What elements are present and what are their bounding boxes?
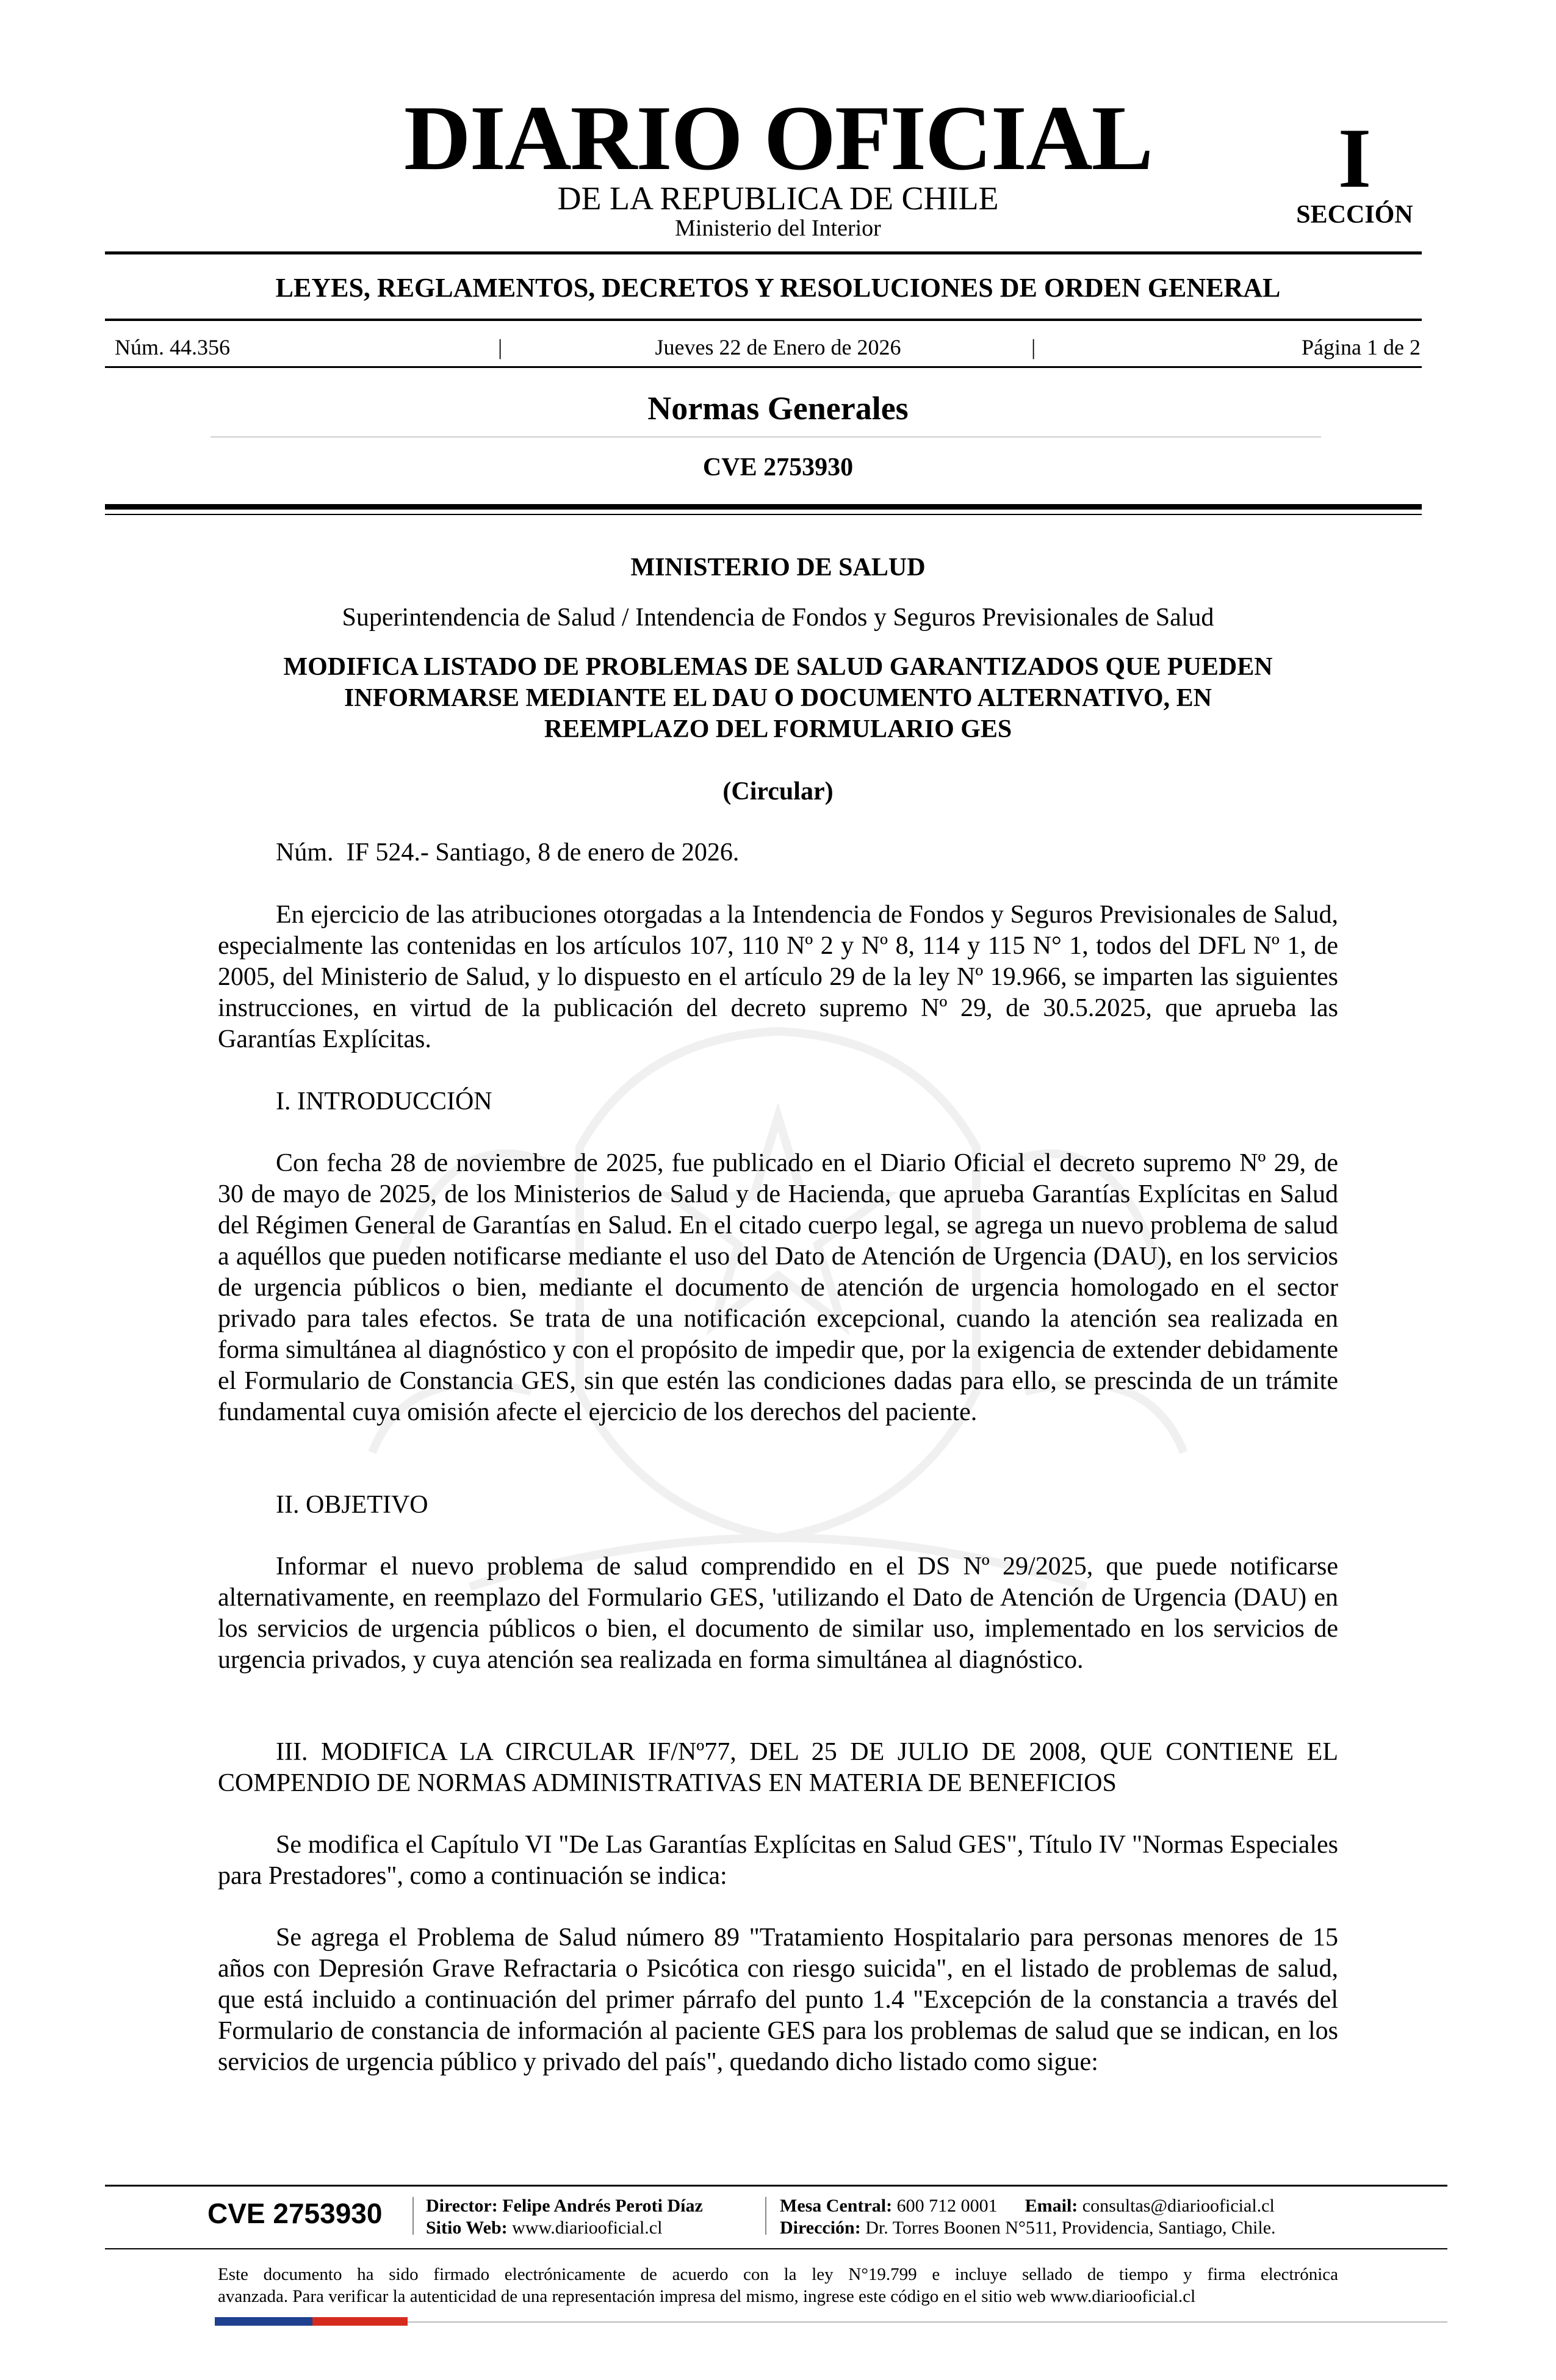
cve-rule-thick	[105, 504, 1422, 510]
footer-rule-top	[105, 2185, 1447, 2187]
agency-line: Superintendencia de Salud / Intendencia de Fondos y Seguros Previsionales de Salud	[342, 604, 1214, 632]
footer-divider-1	[412, 2197, 414, 2235]
footer-divider-2	[765, 2197, 766, 2235]
website-label: Sitio Web:	[426, 2218, 508, 2238]
footer-director	[426, 2196, 703, 2216]
paragraph-intro: En ejercicio de las atribuciones otorgadas a la Intendencia de Fondos y Seguros Previsionales de Salud, especialmente las contenidas en los artículos 107, 110 Nº 2 y Nº 8, 114 y 115 N° 1, todos del DFL Nº 1, de 2005, del Ministerio de Salud, y lo dispuesto en el artículo 29 de la ley Nº 19.966, se imparten las siguientes instrucciones, en virtud de la publicación del decreto supremo Nº 29, de 30.5.2025, que aprueba las Garantías Explícitas.	[218, 901, 1338, 1053]
footer-address	[780, 2218, 1276, 2238]
header-rule-mid	[105, 319, 1422, 321]
masthead-title: DIARIO OFICIAL	[403, 87, 1153, 189]
footer-website	[426, 2218, 662, 2238]
paragraph-problema-89: Se agrega el Problema de Salud número 89 "Tratamiento Hospitalario para personas menores de 15 años con Depresión Grave Refractaria o Psicótica con riesgo suicida", en el listado de problemas de salud, que está incluido a continuación del primer párrafo del punto 1.4 "Excepción de la constancia a través del Formulario de constancia de información al paciente GES para los problemas de salud que se indican, en los servicios de urgencia público y privado del país", quedando dicho listado como sigue:	[218, 1924, 1338, 2076]
ministry-heading: MINISTERIO DE SALUD	[630, 554, 926, 582]
footer-cve: CVE 2753930	[207, 2198, 383, 2229]
section-numeral: I	[1338, 111, 1372, 206]
meta-separator-1: |	[498, 335, 503, 359]
phone-label: Mesa Central:	[780, 2196, 893, 2216]
document-number-line: Núm. IF 524.- Santiago, 8 de enero de 2026.	[276, 838, 740, 867]
email-link[interactable]: consultas@diariooficial.cl	[1082, 2196, 1275, 2216]
header-band-title: LEYES, REGLAMENTOS, DECRETOS Y RESOLUCIONES DE ORDEN GENERAL	[275, 273, 1281, 303]
email-label: Email:	[1025, 2196, 1078, 2216]
website-link[interactable]: www.diariooficial.cl	[512, 2218, 663, 2238]
heading-introduccion: I. INTRODUCCIÓN	[276, 1087, 492, 1116]
phone-number: 600 712 0001	[896, 2196, 998, 2216]
document-title-line-3: REEMPLAZO DEL FORMULARIO GES	[544, 715, 1012, 743]
director-name: Felipe Andrés Peroti Díaz	[502, 2196, 703, 2216]
page-indicator: Página 1 de 2	[1302, 335, 1421, 359]
issue-number: Núm. 44.356	[115, 335, 230, 359]
paragraph-introduccion: Con fecha 28 de noviembre de 2025, fue publicado en el Diario Oficial el decreto supremo Nº 29, de 30 de mayo de 2025, de los Ministerios de Salud y de Hacienda, que aprueba Garantías Explícitas en Salud del Régimen General de Garantías en Salud. En el citado cuerpo legal, se agrega un nuevo problema de salud a aquéllos que pueden notificarse mediante el uso del Dato de Atención de Urgencia (DAU), en los servicios de urgencia públicos o bien, mediante el documento de atención de urgencia homologado en el sector privado para tales efectos. Se trata de una notificación excepcional, cuando la atención sea realizada en forma simultánea al diagnóstico y con el propósito de impedir que, por la exigencia de extender debidamente el Formulario de Constancia GES, sin que estén las condiciones dadas para ello, se prescinda de un trámite fundamental cuya omisión afecte el ejercicio de los derechos del paciente.	[218, 1149, 1338, 1426]
paragraph-modifica-capitulo: Se modifica el Capítulo VI "De Las Garantías Explícitas en Salud GES", Título IV "Normas Especiales para Prestadores", como a continuación se indica:	[218, 1831, 1338, 1890]
masthead-subtitle: DE LA REPUBLICA DE CHILE	[557, 180, 999, 217]
document-title-line-2: INFORMARSE MEDIANTE EL DAU O DOCUMENTO ALTERNATIVO, EN	[344, 684, 1212, 712]
cve-rule-thin	[105, 514, 1422, 515]
header-rule-top	[105, 251, 1422, 254]
heading-modifica-circular: III. MODIFICA LA CIRCULAR IF/Nº77, DEL 25 DE JULIO DE 2008, QUE CONTIENE EL COMPENDIO DE NORMAS ADMINISTRATIVAS EN MATERIA DE BENEFICIOS	[218, 1738, 1338, 1797]
footer-legal-line-1: Este documento ha sido firmado electrónicamente de acuerdo con la ley N°19.799 e incluye sellado de tiempo y firma electrónica	[218, 2265, 1338, 2284]
address-text: Dr. Torres Boonen N°511, Providencia, Santiago, Chile.	[865, 2218, 1276, 2238]
document-type: (Circular)	[722, 777, 834, 806]
director-label: Director:	[426, 2196, 498, 2216]
section-title: Normas Generales	[647, 390, 909, 427]
section-title-rule	[211, 436, 1321, 438]
address-label: Dirección:	[780, 2218, 861, 2238]
meta-separator-2: |	[1031, 335, 1036, 359]
footer-phone-email	[780, 2196, 1275, 2216]
flag-stripe-red	[312, 2317, 408, 2326]
footer-rule-mid	[105, 2248, 1447, 2249]
header-rule-bottom	[105, 366, 1422, 368]
section-label: SECCIÓN	[1296, 201, 1413, 229]
issue-date: Jueves 22 de Enero de 2026	[655, 335, 901, 359]
masthead-ministry: Ministerio del Interior	[675, 215, 881, 241]
document-title-line-1: MODIFICA LISTADO DE PROBLEMAS DE SALUD GARANTIZADOS QUE PUEDEN	[283, 653, 1273, 681]
heading-objetivo: II. OBJETIVO	[276, 1491, 428, 1519]
footer-legal-line-2: avanzada. Para verificar la autenticidad de una representación impresa del mismo, ingrese este código en el sitio web www.diariooficial.cl	[218, 2287, 1196, 2306]
cve-code: CVE 2753930	[702, 453, 854, 481]
paragraph-objetivo: Informar el nuevo problema de salud comprendido en el DS Nº 29/2025, que puede notificarse alternativamente, en reemplazo del Formulario GES, 'utilizando el Dato de Atención de Urgencia (DAU) en los servicios de urgencia públicos o bien, el documento de similar uso, implementado en los servicios de urgencia privados, y cuya atención sea realizada en forma simultánea al diagnóstico.	[218, 1552, 1338, 1674]
flag-stripe-blue	[215, 2317, 312, 2326]
footer-rule-bottom	[408, 2321, 1447, 2323]
